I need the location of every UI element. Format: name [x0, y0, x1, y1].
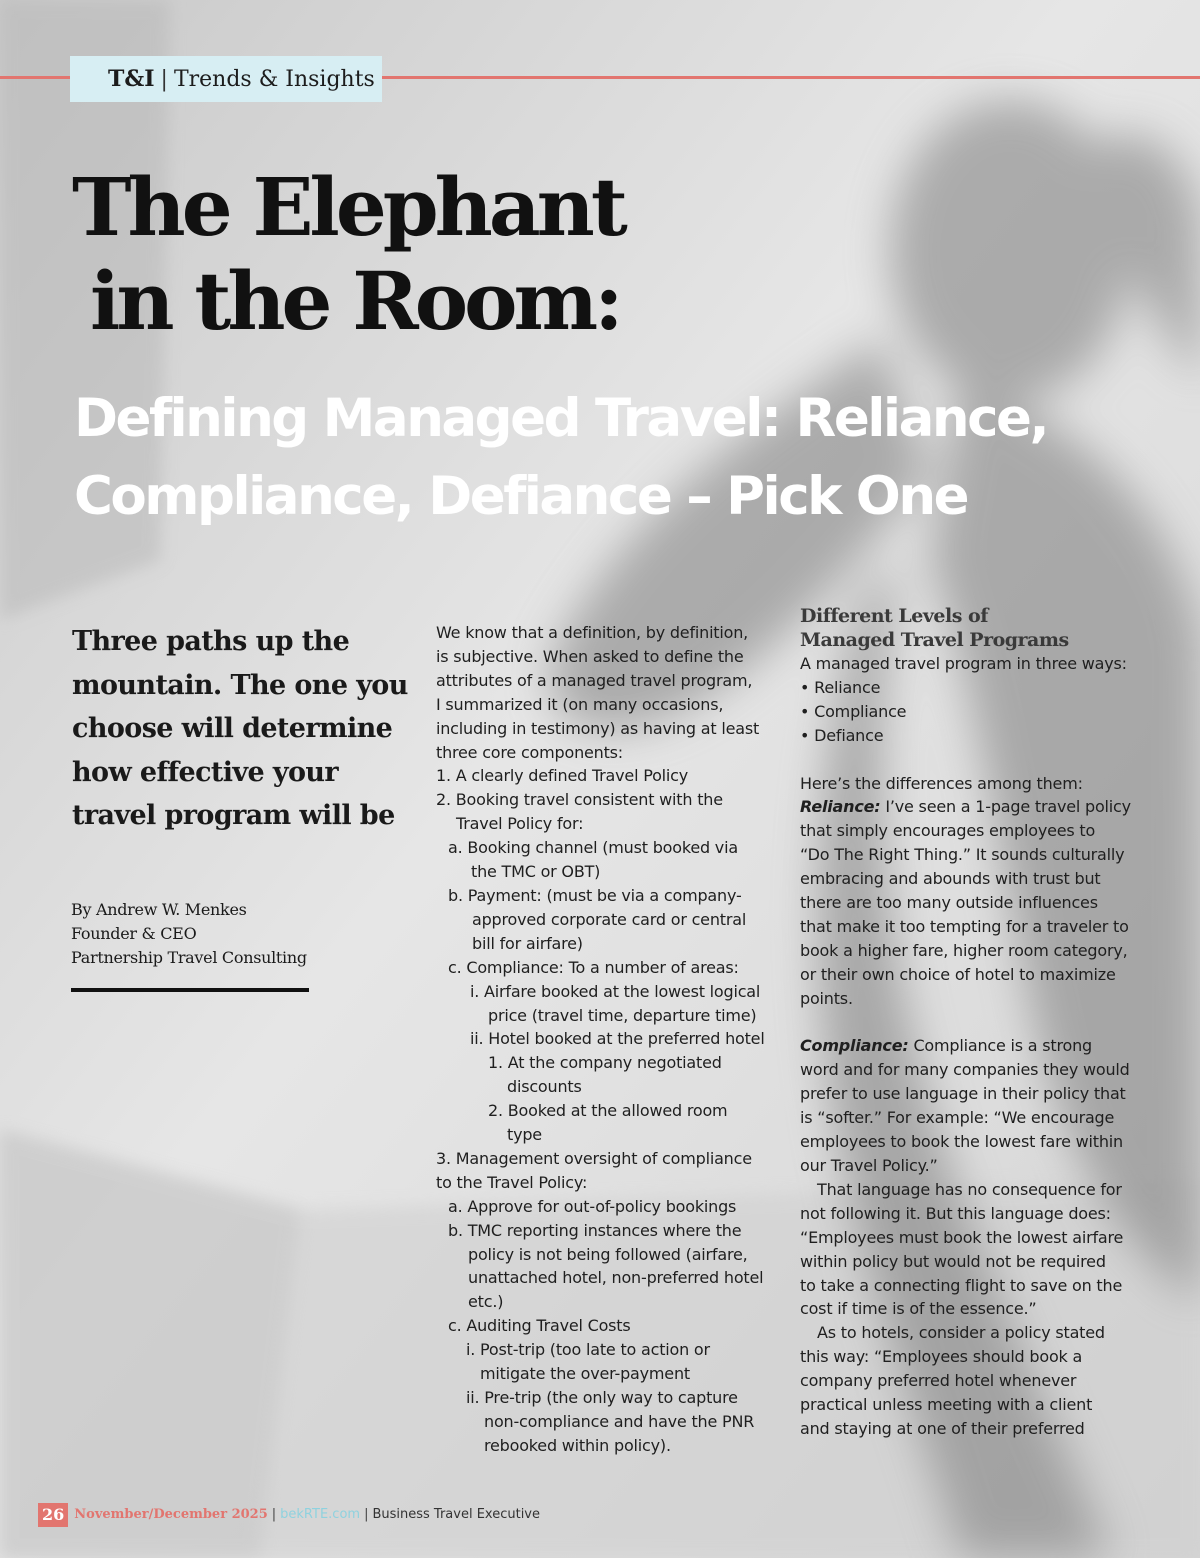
body-line: to the Travel Policy: — [436, 1172, 588, 1192]
compliance-line: prefer to use language in their policy that — [800, 1084, 1126, 1104]
body-line: ii. Hotel booked at the preferred hotel — [470, 1029, 765, 1049]
title-line-2: in the Room: — [90, 254, 620, 348]
compliance-line: That language has no consequence for — [817, 1179, 1122, 1199]
body-line: 3. Management oversight of compliance — [436, 1148, 752, 1168]
body-line: 2. Booked at the allowed room — [488, 1101, 728, 1121]
reliance-label: Reliance: — [800, 797, 881, 817]
compliance-line: not following it. But this language does: — [800, 1203, 1111, 1223]
page-footer — [38, 1500, 540, 1530]
reliance-line: there are too many outside influences — [800, 893, 1098, 913]
section-rule-left — [0, 76, 70, 79]
reliance-line: book a higher fare, higher room category, — [800, 940, 1128, 960]
compliance-line: is “softer.” For example: “We encourage — [800, 1108, 1115, 1128]
reliance-line: embracing and abounds with trust but — [800, 869, 1101, 889]
reliance-first-text: I’ve seen a 1-page travel policy — [880, 797, 1131, 817]
byline-author: By Andrew W. Menkes — [71, 900, 247, 919]
sidebar-bullet: • Reliance — [800, 677, 881, 697]
page-number: 26 — [38, 1503, 68, 1527]
body-line: i. Airfare booked at the lowest logical — [470, 981, 761, 1001]
sidebar-heading-line: Managed Travel Programs — [800, 629, 1069, 651]
reliance-line: that make it too tempting for a traveler to — [800, 916, 1129, 936]
reliance-paragraph — [800, 819, 1140, 1010]
magazine-name: Business Travel Executive — [372, 1507, 540, 1522]
deck-line: Three paths up the — [72, 626, 350, 657]
body-line: mitigate the over-payment — [480, 1364, 690, 1384]
section-name: Trends & Insights — [173, 67, 375, 92]
compliance-line: to take a connecting flight to save on the — [800, 1275, 1123, 1295]
sidebar-bullet: • Compliance — [800, 701, 907, 721]
body-line: non-compliance and have the PNR — [484, 1411, 755, 1431]
deck-line: how effective your — [72, 756, 339, 788]
byline-company: Partnership Travel Consulting — [71, 948, 307, 967]
deck-line: choose will determine — [72, 713, 393, 744]
compliance-line: within policy but would not be required — [800, 1251, 1106, 1271]
sidebar-bullet: • Defiance — [800, 725, 884, 745]
section-abbr: T&I — [108, 66, 155, 92]
deck-line: travel program will be — [72, 800, 395, 831]
body-line: rebooked within policy). — [484, 1435, 671, 1455]
sidebar-differences: Here’s the differences among them: — [800, 773, 1083, 793]
footer-separator: | — [364, 1507, 369, 1522]
compliance-line: company preferred hotel whenever — [800, 1371, 1077, 1391]
deck-line: mountain. The one you — [72, 669, 408, 701]
section-tab — [70, 56, 382, 102]
body-line: is subjective. When asked to define the — [436, 646, 744, 666]
body-line: 2. Booking travel consistent with the — [436, 790, 723, 810]
reliance-line: “Do The Right Thing.” It sounds culturally — [800, 845, 1125, 865]
compliance-line: our Travel Policy.” — [800, 1156, 938, 1175]
compliance-line: word and for many companies they would — [800, 1060, 1130, 1080]
body-line: I summarized it (on many occasions, — [436, 694, 724, 714]
body-line: Travel Policy for: — [456, 814, 584, 834]
byline — [71, 898, 351, 970]
body-line: discounts — [507, 1077, 582, 1097]
section-separator: | — [160, 67, 168, 92]
body-line: b. TMC reporting instances where the — [448, 1220, 742, 1240]
body-line: ii. Pre-trip (the only way to capture — [466, 1388, 738, 1407]
body-line: etc.) — [468, 1292, 504, 1312]
body-line: type — [507, 1125, 542, 1145]
subtitle-line-1: Defining Managed Travel: Reliance, — [74, 388, 1048, 449]
reliance-line: or their own choice of hotel to maximize — [800, 964, 1116, 984]
body-line: attributes of a managed travel program, — [436, 670, 753, 690]
section-rule — [380, 76, 1200, 79]
body-line: the TMC or OBT) — [471, 862, 601, 882]
sidebar-column — [800, 604, 1140, 1441]
issue-date: November/December 2025 — [74, 1507, 268, 1522]
title-line-1: The Elephant — [72, 160, 624, 254]
compliance-first-line — [800, 1034, 1140, 1058]
body-line: b. Payment: (must be via a company- — [448, 885, 742, 905]
body-line: 1. A clearly defined Travel Policy — [436, 766, 689, 786]
body-line: bill for airfare) — [472, 933, 583, 953]
reliance-line: points. — [800, 988, 853, 1008]
body-line: 1. At the company negotiated — [488, 1053, 722, 1073]
article-subtitle — [74, 380, 1134, 536]
byline-rule — [71, 988, 309, 992]
compliance-label: Compliance: — [800, 1036, 909, 1056]
body-line: i. Post-trip (too late to action or — [466, 1340, 710, 1360]
compliance-paragraph — [800, 1058, 1140, 1441]
sidebar-heading — [800, 604, 1140, 652]
body-line: including in testimony) as having at least — [436, 718, 760, 738]
body-line: c. Auditing Travel Costs — [448, 1316, 631, 1336]
compliance-line: cost if time is of the essence.” — [800, 1299, 1037, 1319]
body-line: unattached hotel, non-preferred hotel — [468, 1268, 764, 1288]
compliance-line: this way: “Employees should book a — [800, 1347, 1083, 1367]
compliance-line: and staying at one of their preferred — [800, 1418, 1085, 1438]
body-line: three core components: — [436, 742, 623, 762]
body-line: price (travel time, departure time) — [488, 1005, 757, 1025]
body-line: a. Booking channel (must booked via — [448, 838, 738, 858]
website-link[interactable]: bekRTE.com — [280, 1507, 361, 1522]
body-line: a. Approve for out-of-policy bookings — [448, 1196, 737, 1216]
reliance-line: that simply encourages employees to — [800, 821, 1096, 841]
body-line: policy is not being followed (airfare, — [468, 1244, 748, 1264]
reliance-first-line — [800, 795, 1140, 819]
compliance-line: As to hotels, consider a policy stated — [817, 1323, 1105, 1343]
compliance-line: practical unless meeting with a client — [800, 1395, 1093, 1415]
body-line: approved corporate card or central — [472, 909, 747, 929]
subtitle-line-2: Compliance, Defiance – Pick One — [74, 466, 968, 527]
body-line: We know that a definition, by definition, — [436, 623, 749, 642]
compliance-first-text: Compliance is a strong — [908, 1036, 1092, 1056]
byline-role: Founder & CEO — [71, 924, 197, 943]
article-title — [72, 160, 772, 348]
sidebar-heading-line: Different Levels of — [800, 605, 988, 627]
footer-separator: | — [271, 1507, 277, 1522]
compliance-line: “Employees must book the lowest airfare — [800, 1227, 1124, 1247]
body-column-middle — [436, 621, 776, 1458]
compliance-line: employees to book the lowest fare within — [800, 1132, 1123, 1152]
deck — [72, 620, 412, 838]
body-line: c. Compliance: To a number of areas: — [448, 957, 739, 977]
sidebar-intro: A managed travel program in three ways: — [800, 654, 1127, 673]
